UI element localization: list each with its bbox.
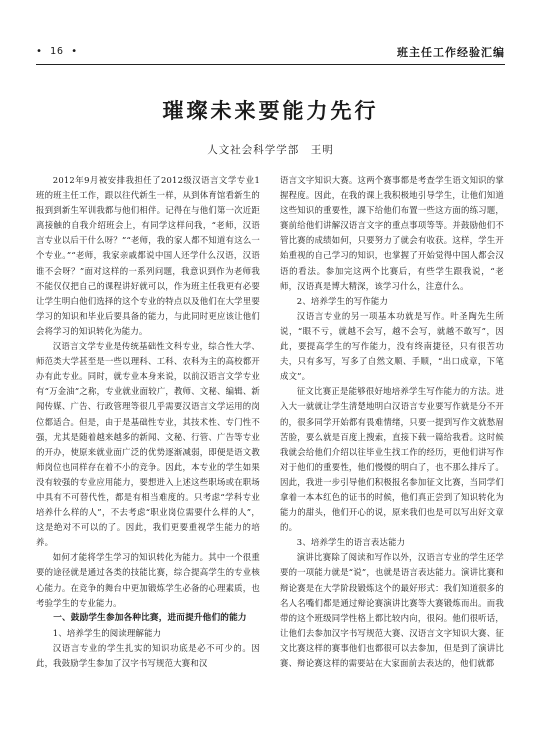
section-heading: 一、鼓励学生参加各种比赛，进而提升他们的能力 [53,612,247,623]
article-author: 人文社会科学学部 王明 [207,144,334,156]
paragraph: 演讲比赛除了阅读和写作以外，汉语言专业的学生还学要的一项能力就是“说”，也就是语言表达能力。演讲比赛和辩论赛是在大学阶段锻炼这个的最好形式：我们知道很多的名人名嘴们都是通过辩论赛演讲比赛等大赛锻炼而出。而我带的这个班级同学性格上都比较内向，很闷。他们很听话，让他们去参加汉字书写规范大赛、汉语言文字知识大赛、征文比赛这样的赛事他们也都很可以去参加，但是到了演讲比赛、辩论赛这样的需要站在大家面前去表达的，他们就都 [280,552,504,668]
paragraph: 汉语言专业的另一项基本功就是写作。叶圣陶先生所说，“眼不亏，就越不会写，越不会写，就越不敢写”，因此，要提高学生的写作能力，没有终南捷径，只有很苦功夫，只有多写，写多了自然文顺、手顺，“出口成章，下笔成文”。 [280,310,504,382]
subsection-heading: 1、培养学生的阅读理解能力 [52,627,162,638]
paragraph: 汉语言文学专业是传统基础性文科专业，综合性大学、师范类大学甚至是一些以理科、工科、农科为主的高校都开办有此专业。同时，就专业本身来说，以前汉语言文学专业有“万金油”之称，专业就业面较广，教师、文秘、编辑、新闻传媒、广告、行政管理等很几乎需要汉语言文学运用的岗位都适合。但是，由于是基础性专业，其技术性、专门性不强，尤其是随着越来越多的新闻、文秘、行管、广告等专业的开办，使原来就业面广泛的优势逐渐减弱，即便是语文教师岗位也同样存在着不小的竞争。因此，本专业的学生如果没有较强的专业应用能力，要想进入上述这些职场或在职场中具有不可替代性，都是有相当难度的。只考虑“学科专业培养什么样的人”，不去考虑“职业岗位需要什么样的人”，这是绝对不可以的了。因此，我们更要重视学生能力的培养。 [36,341,260,548]
header-rule [36,64,505,65]
paragraph: 汉语言专业的学生扎实的知识功底是必不可少的。因此，我鼓励学生参加了汉字书写规范大赛和汉 [36,642,260,668]
article-title: 璀璨未来要能力先行 [162,99,379,123]
paragraph: 2012年9月被安排我担任了2012级汉语言文学专业1班的班主任工作，跟以往代新生一样，从到体育馆看新生的报到到新生军训我都与他们相伴。记得在与他们第一次近距离接触的自我介绍班会上，有同学这样问我，“老师，汉语言专业以后干什么呀？”“老师，我的家人都不知道有这么一个专业。”“老师，我家亲戚都说中国人还学什么汉语，汉语谁不会呀？”面对这样的一系列问题，我意识到作为老师我不能仅仅把自己的课程讲好就可以，作为班主任我更有必要让学生明白他们选择的这个专业的特点以及他们在大学里要学习的知识和毕业后要具备的能力，与此同时更应该让他们会将学习的知识转化为能力。 [36,175,260,336]
subsection-heading: 2、培养学生的写作能力 [296,295,389,306]
journal-title: 班主任工作经验汇编 [397,46,505,59]
right-column [280,173,504,738]
paragraph: 如何才能将学生学习的知识转化为能力。其中一个很重要的途径就是通过各类的技能比赛，综合提高学生的专业核心能力。在竞争的舞台中更加锻炼学生必备的心理素质，也考验学生的专业能力。 [36,552,260,608]
paragraph: 语言文字知识大赛。这两个赛事都是考查学生语文知识的掌握程度。因此，在我的课上我积极地引导学生，让他们知道这些知识的重要性，課下给他们布置一些这方面的练习题，赛前给他们讲解汉语言文字的重点事项等等。并鼓励他们不管比赛的成绩如何，只要努力了就会有收获。这样，学生开始重视的自己学习的知识，也掌握了开始觉得中国人都会汉语的看法。参加完这两个比赛后，有些学生跟我说，“老师，汉语真是博大精深，该学习什么，注意什么。 [280,175,504,291]
page-number: • 16 • [36,46,79,57]
paragraph: 征文比赛正是能够很好地培养学生写作能力的方法。进入大一就就让学生清楚地明白汉语言专业要写作就是分不开的，很多同学开始都有畏难情绪，只要一提到写作文就愁眉苦脸，要么就是百度上搜索，直接下载一篇给我看。这时候我就会给他们介绍以往毕业生找工作的经历，更他们讲写作对于他们的重要性，他们慢慢的明白了，也不那么排斥了。因此，我进一步引导他们积极报名参加征文比赛，当同学们拿着一本本红色的证书的时候，他们真正尝到了知识转化为能力的甜头，他们开心的说，原来我们也是可以写出好文章的。 [280,386,504,533]
left-column [36,173,260,738]
page-header [36,42,505,64]
subsection-heading: 3、培养学生的语言表达能力 [296,537,406,548]
